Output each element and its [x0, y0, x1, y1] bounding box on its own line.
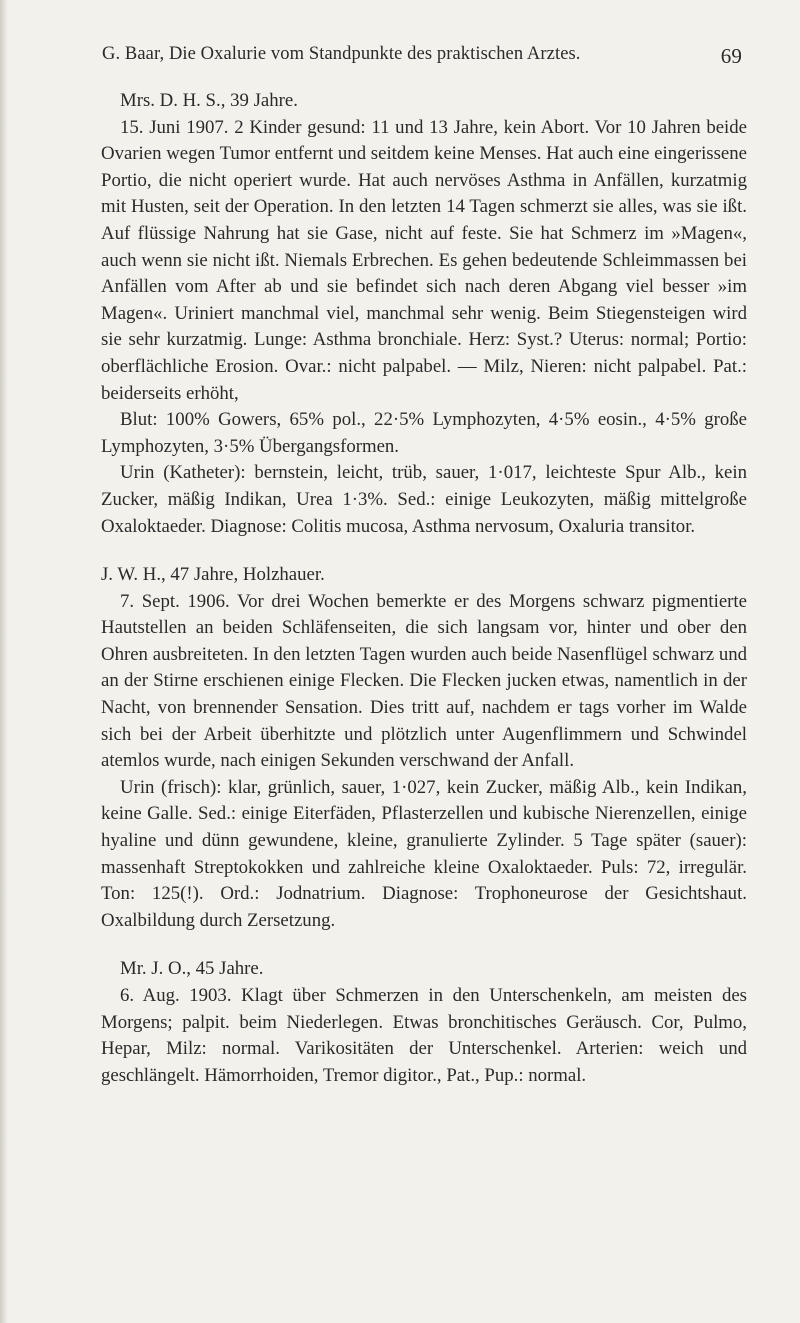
case-1-blood: Blut: 100% Gowers, 65% pol., 22·5% Lymphozyten, 4·5% eosin., 4·5% große Lymphozyten, 3·5% Übergangsformen.	[101, 409, 747, 457]
page-edge-shadow	[0, 0, 8, 1323]
case-2-urine: Urin (frisch): klar, grünlich, sauer, 1·027, kein Zucker, mäßig Alb., kein Indikan, keine Galle. Sed.: einige Eiterfäden, Pflasterzellen und kubische Nierenzellen, einige hyaline und dünn gewundene, kleine, granulierte Zylinder. 5 Tage später (sauer): massenhaft Streptokokken und zahlreiche kleine Oxaloktaeder. Puls: 72, irregulär. Ton: 125(!). Ord.: Jodnatrium. Diagnose: Trophoneurose der Gesichtshaut. Oxalbildung durch Zersetzung.	[101, 776, 747, 931]
case-2-patient: J. W. H., 47 Jahre, Holzhauer.	[101, 564, 325, 586]
case-2-history: 7. Sept. 1906. Vor drei Wochen bemerkte er des Morgens schwarz pigmentierte Hautstellen an beiden Schläfenseiten, die sich langsam vor, hinter und ober den Ohren ausbreiteten. In den letzten Tagen wurden auch beide Nasenflügel schwarz und an der Stirne erschienen einige Flecken. Die Flecken jucken etwas, namentlich in der Nacht, von brennender Sensation. Dies tritt auf, nachdem er tags vorher im Walde sich bei der Arbeit überhitzte und plötzlich unter Augenflimmern und Schwindel atemlos wurde, nach einigen Sekunden verschwand der Anfall.	[101, 590, 747, 772]
body-text	[101, 88, 747, 1089]
case-1-history: 15. Juni 1907. 2 Kinder gesund: 11 und 13 Jahre, kein Abort. Vor 10 Jahren beide Ovarien wegen Tumor entfernt und seitdem keine Menses. Hat auch eine eingerissene Portio, die nicht operiert wurde. Hat auch nervöses Asthma in Anfällen, kurzatmig mit Husten, seit der Operation. In den letzten 14 Tagen schmerzt sie alles, was sie ißt. Auf flüssige Nahrung hat sie Gase, nicht auf feste. Sie hat Schmerz im »Magen«, auch wenn sie nicht ißt. Niemals Erbrechen. Es gehen bedeutende Schleimmassen bei Anfällen vom After ab und sie befindet sich nach deren Abgang viel besser »im Magen«. Uriniert manchmal viel, manchmal sehr wenig. Beim Stiegensteigen wird sie sehr kurzatmig. Lunge: Asthma bronchiale. Herz: Syst.? Uterus: normal; Portio: oberflächliche Erosion. Ovar.: nicht palpabel. — Milz, Nieren: nicht palpabel. Pat.: beiderseits erhöht,	[101, 116, 747, 404]
case-3-history: 6. Aug. 1903. Klagt über Schmerzen in den Unterschenkeln, am meisten des Morgens; palpit. beim Niederlegen. Etwas bronchitisches Geräusch. Cor, Pulmo, Hepar, Milz: normal. Varikositäten der Unterschenkel. Arterien: weich und geschlängelt. Hämorrhoiden, Tremor digitor., Pat., Pup.: normal.	[101, 985, 747, 1086]
page-number: 69	[720, 44, 742, 68]
case-1-patient: Mrs. D. H. S., 39 Jahre.	[120, 90, 298, 111]
running-title: G. Baar, Die Oxalurie vom Standpunkte des praktischen Arztes.	[102, 44, 581, 64]
running-header	[102, 44, 742, 68]
case-3-patient: Mr. J. O., 45 Jahre.	[120, 958, 264, 980]
case-1-urine: Urin (Katheter): bernstein, leicht, trüb, sauer, 1·017, leichteste Spur Alb., kein Zucker, mäßig Indikan, Urea 1·3%. Sed.: einige Leukozyten, mäßig mittelgroße Oxaloktaeder. Diagnose: Colitis mucosa, Asthma nervosum, Oxaluria transitor.	[101, 462, 747, 537]
